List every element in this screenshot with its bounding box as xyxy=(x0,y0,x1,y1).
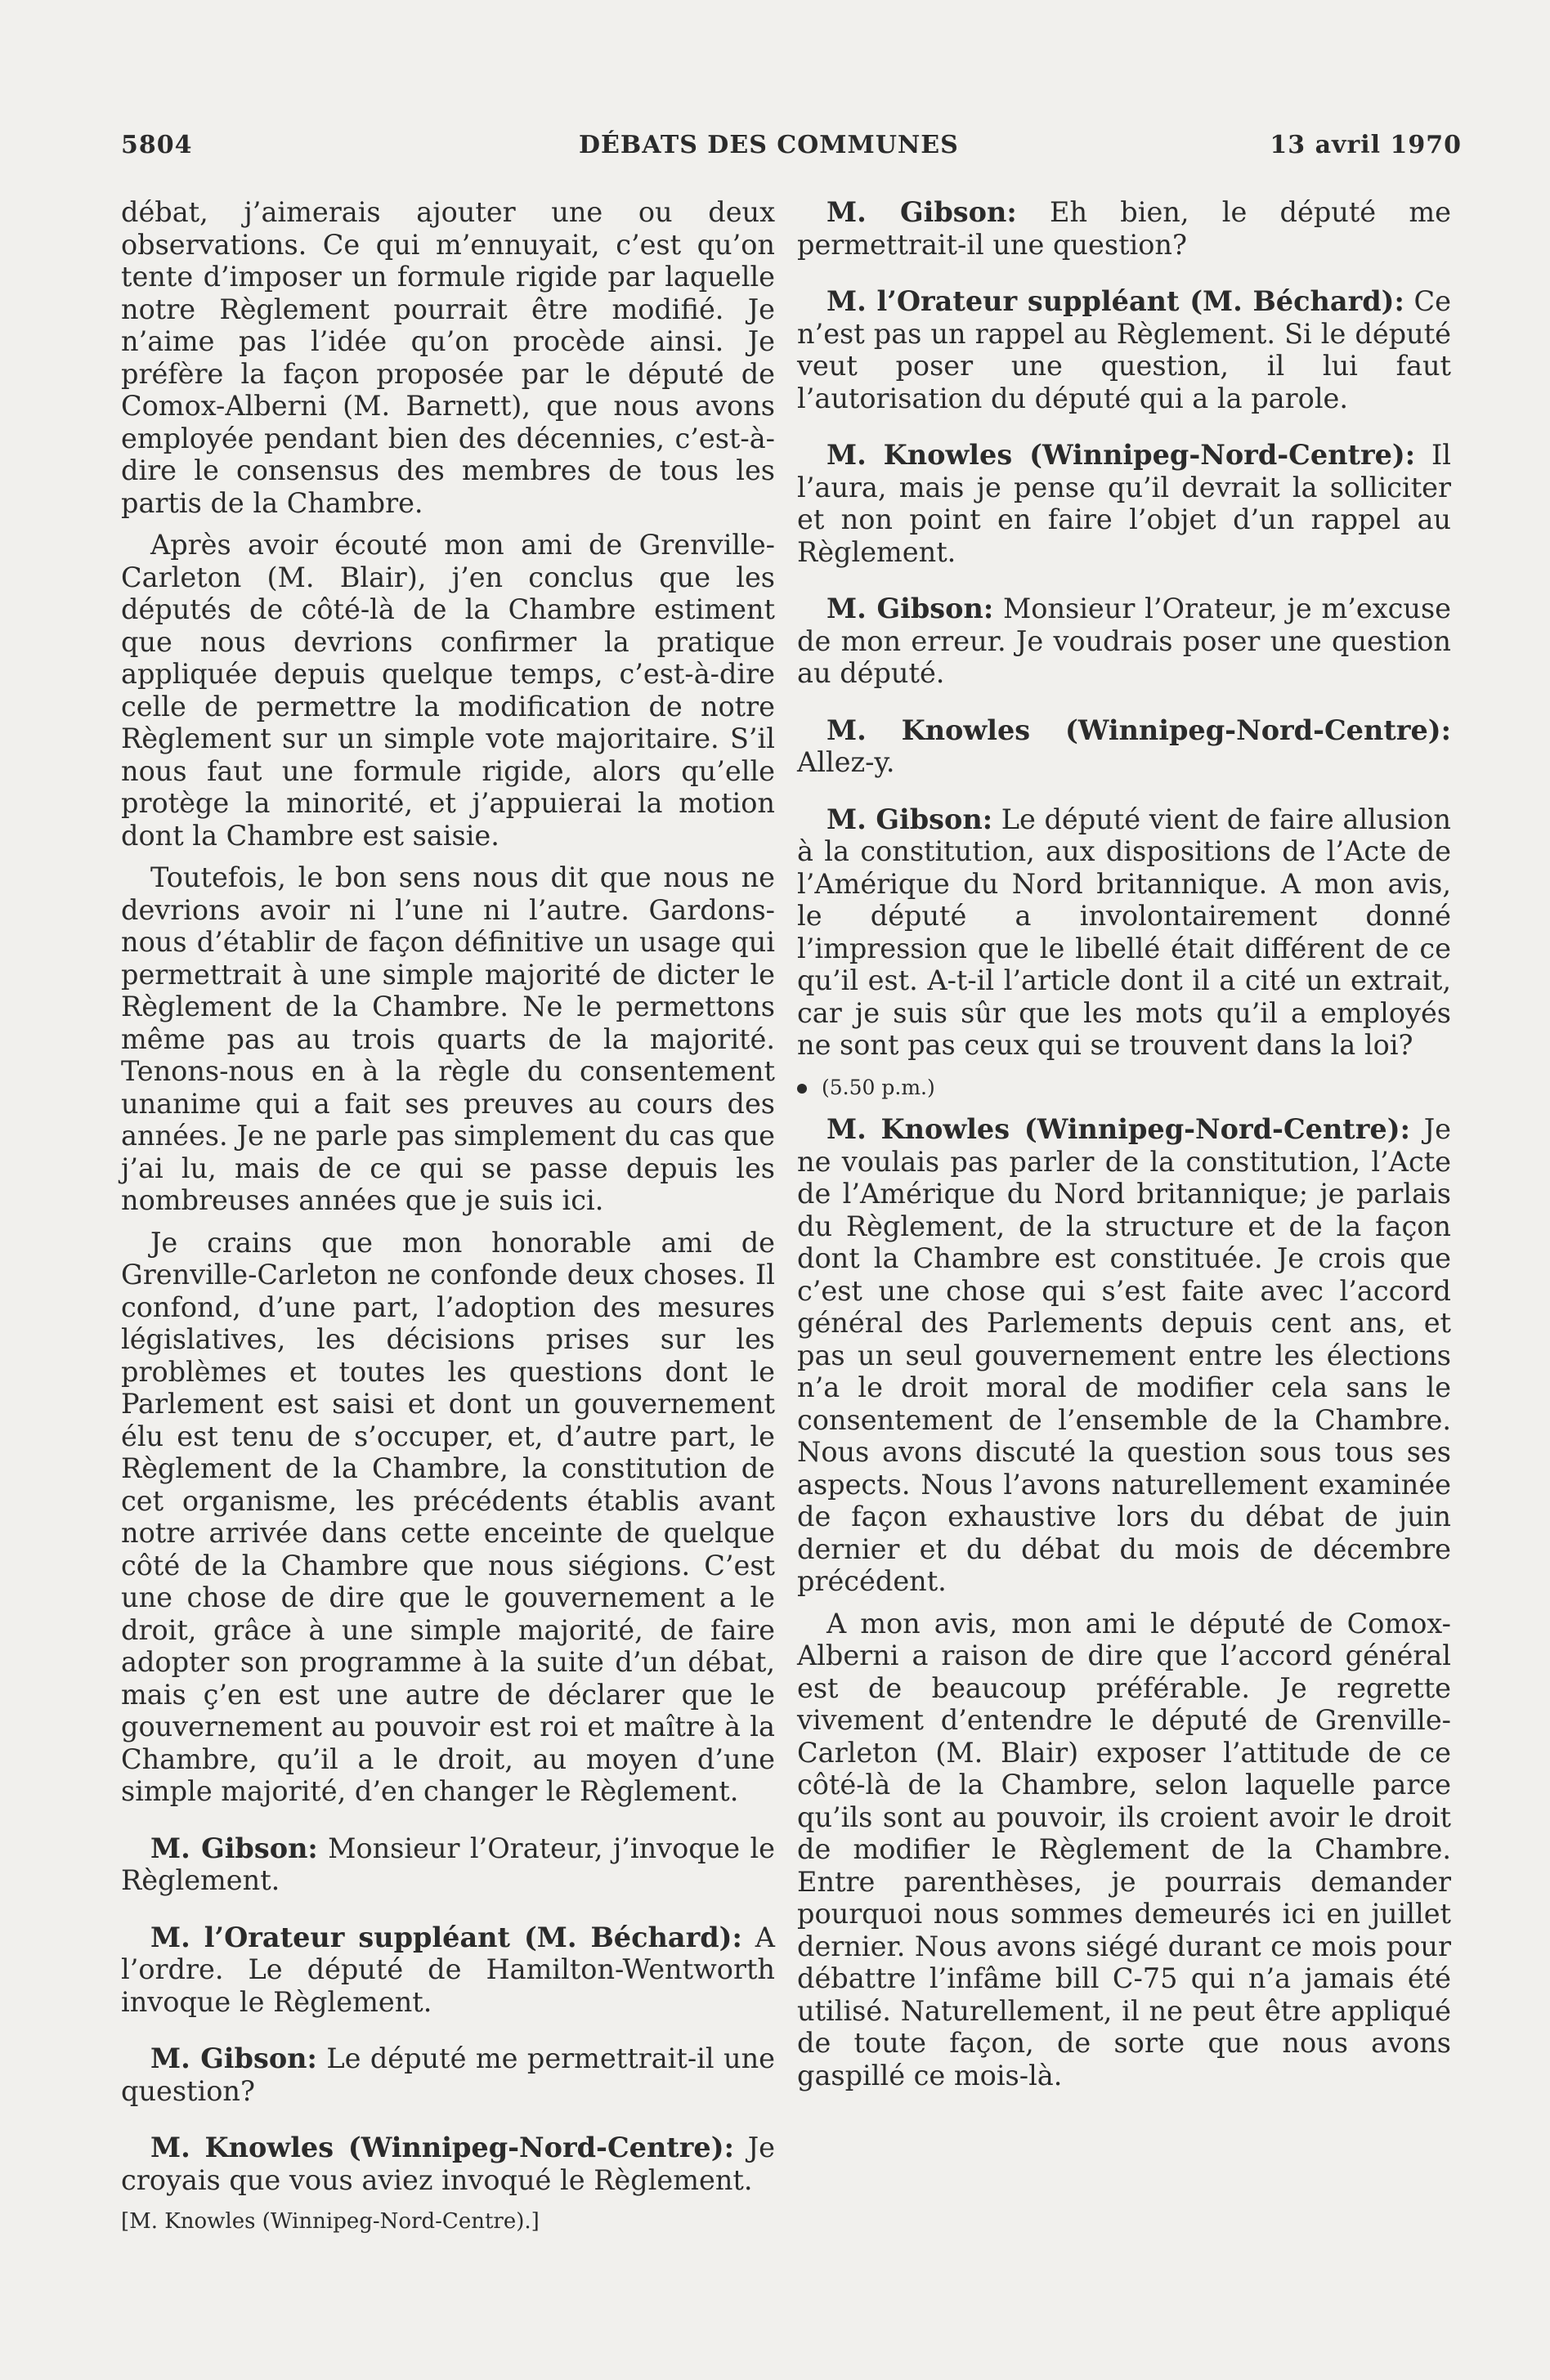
running-head xyxy=(121,131,1462,172)
speech-text: Monsieur l’Orateur, je m’excuse de mon erreur. Je voudrais poser une question au député. xyxy=(797,593,1451,689)
paragraph: débat, j’aimerais ajouter une ou deux observations. Ce qui m’ennuyait, c’est qu’on tente d’imposer un formule rigide par laquelle notre Règlement pourrait être modifié. Je n’aime pas l’idée qu’on procède ainsi. Je préfère la façon proposée par le député de Comox-Alberni (M. Barnett), que nous avons employée pendant bien des décennies, c’est-à-dire le consensus des membres de tous les partis de la Chambre. xyxy=(121,196,775,519)
speech xyxy=(121,1921,775,2019)
speaker-name: M. Gibson: xyxy=(827,803,993,835)
time-marker xyxy=(797,1071,1451,1104)
speaker-name: M. Gibson: xyxy=(150,2042,317,2074)
speaker-name: M. Knowles (Winnipeg-Nord-Centre): xyxy=(150,2132,734,2163)
speaker-name: M. Knowles (Winnipeg-Nord-Centre): xyxy=(827,1113,1410,1145)
speech xyxy=(797,593,1451,690)
speaker-name: M. l’Orateur suppléant (M. Béchard): xyxy=(827,285,1404,317)
speech xyxy=(797,714,1451,779)
speech xyxy=(121,1832,775,1897)
speech xyxy=(797,803,1451,1062)
speech xyxy=(797,285,1451,414)
speaker-name: M. Knowles (Winnipeg-Nord-Centre): xyxy=(827,714,1451,746)
speaker-name: M. Gibson: xyxy=(150,1832,318,1864)
bullet-icon xyxy=(797,1084,807,1094)
speech-text: A l’ordre. Le député de Hamilton-Wentworth invoque le Règlement. xyxy=(121,1921,776,2018)
time-text: (5.50 p.m.) xyxy=(822,1075,935,1099)
publication-title: DÉBATS DES COMMUNES xyxy=(579,131,959,159)
paragraph: Après avoir écouté mon ami de Grenville-Carleton (M. Blair), j’en conclus que les députés de côté-là de la Chambre estiment que nous devrions confirmer la pratique appliquée depuis quelque temps, c’est-à-dire celle de permettre la modification de notre Règlement sur un simple vote majoritaire. S’il nous faut une formule rigide, alors qu’elle protège la minorité, et j’appuierai la motion dont la Chambre est saisie. xyxy=(121,529,775,852)
speaker-name: M. Knowles (Winnipeg-Nord-Centre): xyxy=(827,439,1416,471)
speech xyxy=(121,2042,775,2107)
speech-text: Monsieur l’Orateur, j’invoque le Règlement. xyxy=(121,1832,775,1896)
speaker-name: M. Gibson: xyxy=(827,593,994,624)
speaker-footnote: [M. Knowles (Winnipeg-Nord-Centre).] xyxy=(121,2209,540,2234)
speaker-name: M. l’Orateur suppléant (M. Béchard): xyxy=(150,1921,742,1953)
speech xyxy=(797,196,1451,261)
speech-text: Le député me permettrait-il une question? xyxy=(121,2042,776,2107)
speech-text: Je croyais que vous aviez invoqué le Règlement. xyxy=(121,2132,775,2196)
paragraph: Je crains que mon honorable ami de Grenville-Carleton ne confonde deux choses. Il confond, d’une part, l’adoption des mesures législatives, les décisions prises sur les problèmes et toutes les questions dont le Parlement est saisi et dont un gouvernement élu est tenu de s’occuper, et, d’autre part, le Règlement de la Chambre, la constitution de cet organisme, les précédents établis avant notre arrivée dans cette enceinte de quelque côté de la Chambre que nous siégions. C’est une chose de dire que le gouvernement a le droit, grâce à une simple majorité, de faire adopter son programme à la suite d’un débat, mais ç’en est une autre de déclarer que le gouvernement au pouvoir est roi et maître à la Chambre, qu’il a le droit, au moyen d’une simple majorité, d’en changer le Règlement. xyxy=(121,1226,775,1807)
paragraph: Toutefois, le bon sens nous dit que nous ne devrions avoir ni l’une ni l’autre. Gardons-nous d’établir de façon définitive un usage qui permettrait à une simple majorité de dicter le Règlement de la Chambre. Ne le permettons même pas au trois quarts de la majorité. Tenons-nous en à la règle du consentement unanime qui a fait ses preuves au cours des années. Je ne parle pas simplement du cas que j’ai lu, mais de ce qui se passe depuis les nombreuses années que je suis ici. xyxy=(121,861,775,1216)
speech-text: Le député vient de faire allusion à la constitution, aux dispositions de l’Acte de l’Amérique du Nord britannique. A mon avis, le député a involontairement donné l’impression que le libellé était différent de ce qu’il est. A-t-il l’article dont il a cité un extrait, car je suis sûr que les mots qu’il a employés ne sont pas ceux qui se trouvent dans la loi? xyxy=(797,803,1451,1061)
speaker-name: M. Gibson: xyxy=(827,196,1017,228)
paragraph: A mon avis, mon ami le député de Comox-Alberni a raison de dire que l’accord général est de beaucoup préférable. Je regrette vivement d’entendre le député de Grenville-Carleton (M. Blair) exposer l’attitude de ce côté-là de la Chambre, selon laquelle parce qu’ils sont au pouvoir, ils croient avoir le droit de modifier le Règlement de la Chambre. Entre parenthèses, je pourrais demander pourquoi nous sommes demeurés ici en juillet dernier. Nous avons siégé durant ce mois pour débattre l’infâme bill C-75 qui n’a jamais été utilisé. Naturellement, il ne peut être appliqué de toute façon, de sorte que nous avons gaspillé ce mois-là. xyxy=(797,1607,1451,2091)
speech xyxy=(121,2132,775,2196)
speech xyxy=(797,1113,1451,1598)
speech-text: Il l’aura, mais je pense qu’il devrait la solliciter et non point en faire l’objet d’un rappel au Règlement. xyxy=(797,439,1451,568)
speech-text: Ce n’est pas un rappel au Règlement. Si le député veut poser une question, il lui faut l’autorisation du député qui a la parole. xyxy=(797,285,1451,414)
page-number: 5804 xyxy=(121,131,193,159)
speech xyxy=(797,439,1451,568)
issue-date: 13 avril 1970 xyxy=(1270,131,1462,159)
speech-text: Allez-y. xyxy=(797,746,895,778)
left-column xyxy=(121,196,775,2248)
speech-text: Je ne voulais pas parler de la constitution, l’Acte de l’Amérique du Nord britannique; je parlais du Règlement, de la structure et de la façon dont la Chambre est constituée. Je crois que c’est une chose qui s’est faite avec l’accord général des Parlements depuis cent ans, et pas un seul gouvernement entre les élections n’a le droit moral de modifier cela sans le consentement de l’ensemble de la Chambre. Nous avons discuté la question sous tous ses aspects. Nous l’avons naturellement examinée de façon exhaustive lors du débat de juin dernier et du débat du mois de décembre précédent. xyxy=(797,1113,1451,1597)
speech-text: Eh bien, le député me permettrait-il une question? xyxy=(797,196,1451,261)
right-column xyxy=(797,196,1451,2101)
